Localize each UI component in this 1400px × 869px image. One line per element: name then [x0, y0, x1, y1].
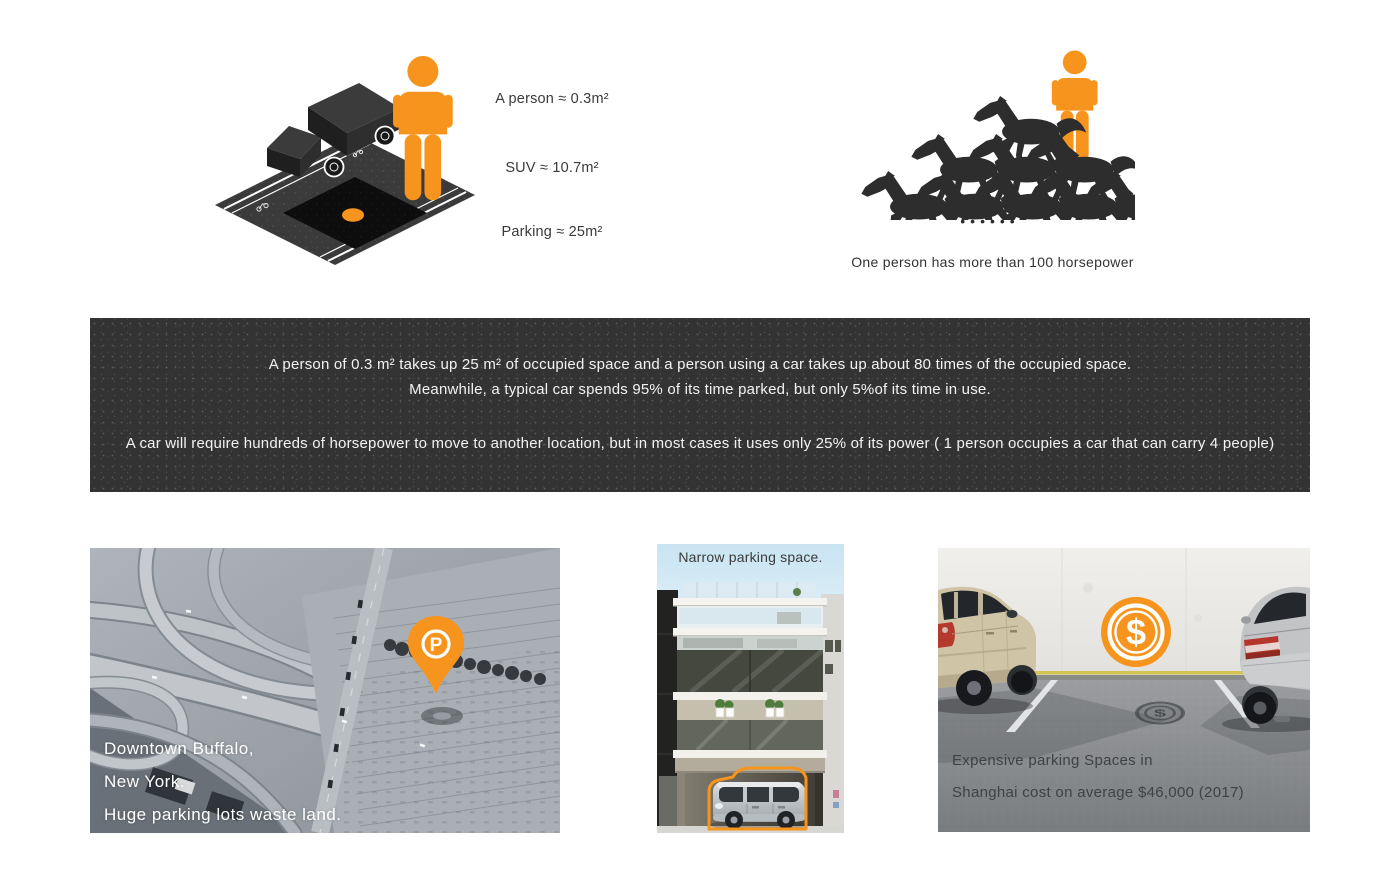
narrow-caption: Narrow parking space. — [678, 549, 823, 565]
photo-narrow-parking — [657, 544, 844, 833]
label-suv-area: SUV ≈ 10.7m² — [505, 160, 599, 176]
horsepower-caption: One person has more than 100 horsepower — [851, 254, 1134, 270]
buffalo-caption-3: Huge parking lots waste land. — [104, 805, 342, 824]
buffalo-caption-2: New York. — [104, 772, 186, 791]
statistics-banner — [90, 318, 1310, 492]
label-person-area: A person ≈ 0.3m² — [495, 91, 609, 107]
buffalo-caption-1: Downtown Buffalo, — [104, 739, 254, 758]
banner-line-3: A car will require hundreds of horsepower to move to another location, but in most cases it uses only 25% of its power ( 1 person occupies a car that can carry 4 people) — [125, 435, 1275, 452]
label-parking-area: Parking ≈ 25m² — [501, 224, 603, 240]
shadow-dollar-glyph: $ — [1153, 707, 1167, 720]
banner-line-2: Meanwhile, a typical car spends 95% of its time parked, but only 5%of its time in use. — [409, 381, 991, 398]
isometric-parking-illustration — [205, 25, 485, 290]
narrow-building-graphic — [657, 544, 844, 833]
person-footprint — [342, 208, 364, 222]
dollar-shadow-on-asphalt — [1137, 702, 1183, 723]
photo-buffalo-aerial — [90, 548, 560, 833]
banner-line-1: A person of 0.3 m² takes up 25 m² of occupied space and a person using a car takes up about 80 times of the occupied space. — [268, 356, 1132, 373]
shanghai-caption-1: Expensive parking Spaces in — [952, 752, 1153, 769]
photo-shanghai-parking — [938, 548, 1310, 832]
ellipsis-dots: •••••• — [960, 213, 1020, 229]
dollar-coin-icon — [1101, 597, 1171, 667]
pin-letter: P — [429, 635, 443, 656]
shanghai-caption-2: Shanghai cost on average $46,000 (2017) — [952, 784, 1244, 801]
horse-pyramid — [845, 40, 1135, 220]
coin-dollar-glyph: $ — [1125, 611, 1147, 653]
